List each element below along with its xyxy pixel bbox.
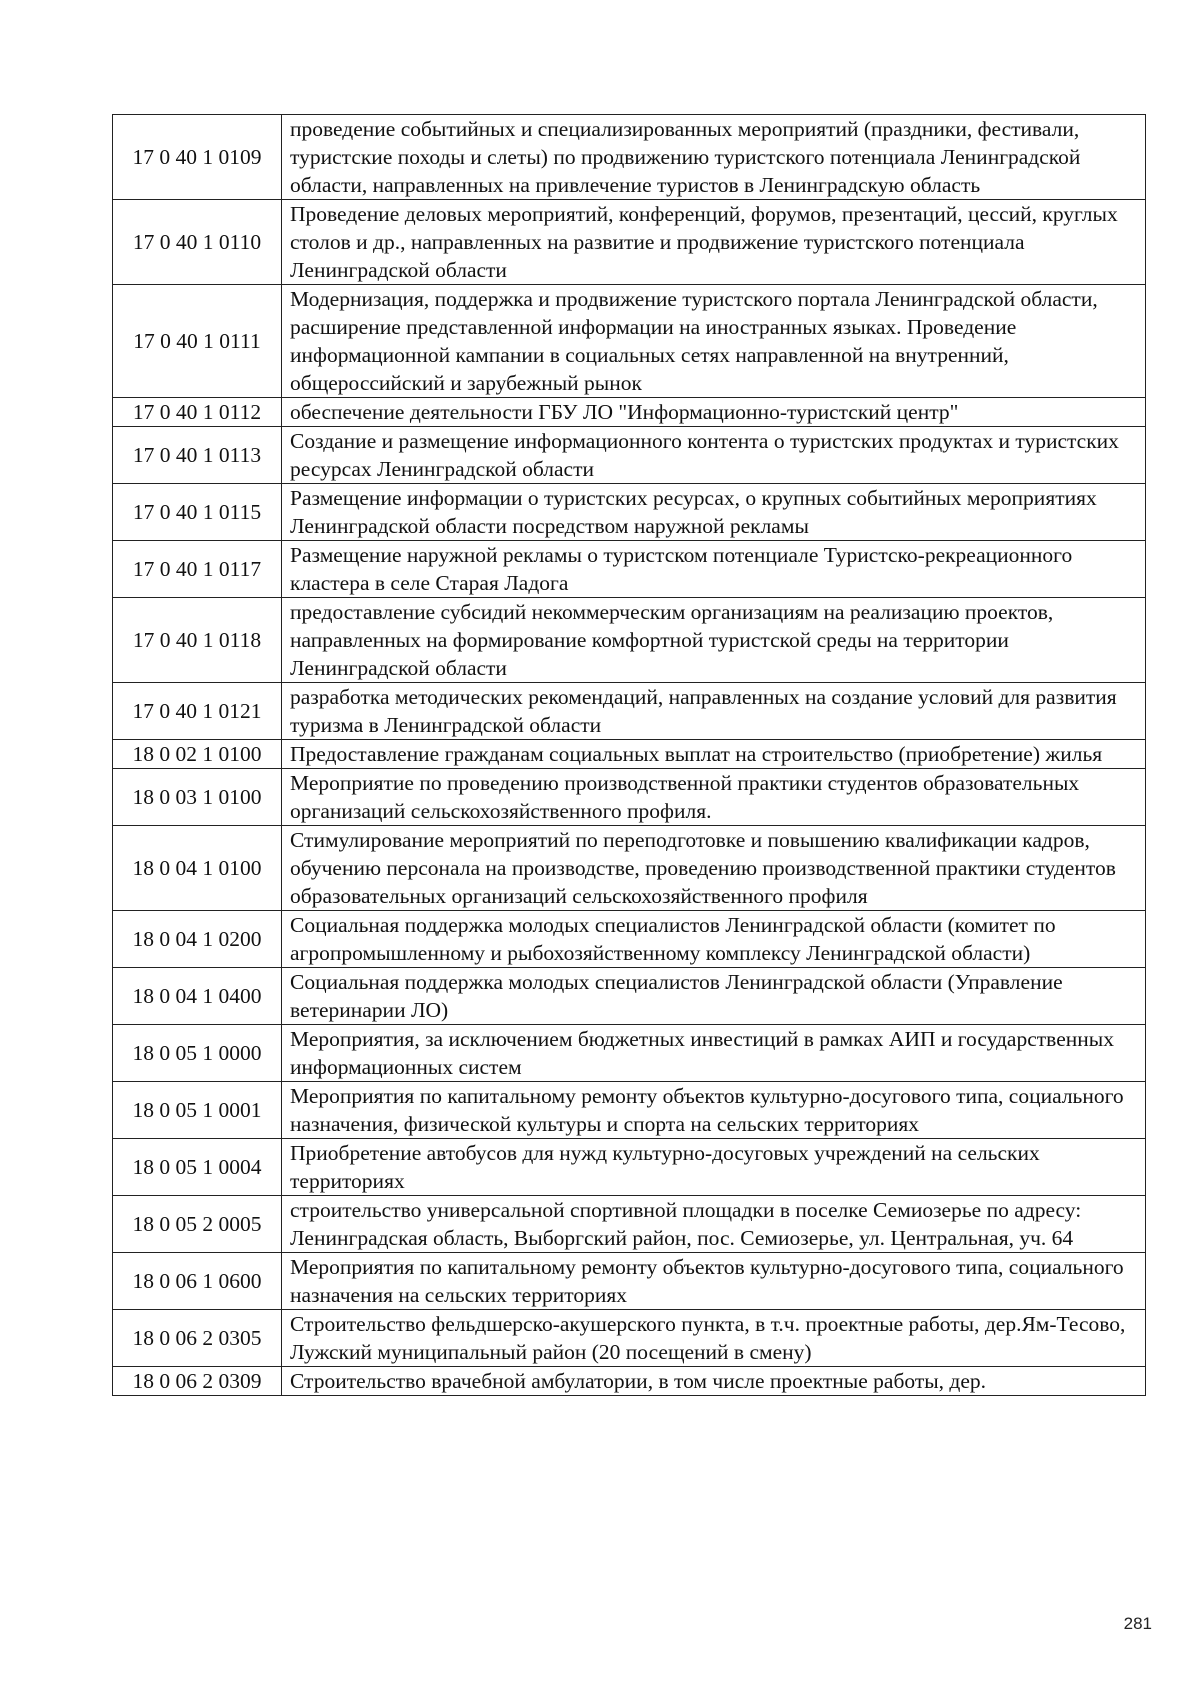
table-row <box>113 598 1146 683</box>
table-row <box>113 826 1146 911</box>
row-description: Размещение наружной рекламы о туристском потенциале Туристско-рекреационного кластера в селе Старая Ладога <box>282 541 1146 598</box>
row-code: 17 0 40 1 0121 <box>113 683 282 740</box>
row-description: Строительство фельдшерско-акушерского пункта, в т.ч. проектные работы, дер.Ям-Тесово, Лужский муниципальный район (20 посещений в смену) <box>282 1310 1146 1367</box>
row-description: Социальная поддержка молодых специалистов Ленинградской области (Управление ветеринарии ЛО) <box>282 968 1146 1025</box>
row-code: 17 0 40 1 0112 <box>113 398 282 427</box>
table-row <box>113 285 1146 398</box>
table-row <box>113 1253 1146 1310</box>
row-code: 18 0 02 1 0100 <box>113 740 282 769</box>
row-description: обеспечение деятельности ГБУ ЛО "Информационно-туристский центр" <box>282 398 1146 427</box>
row-code: 18 0 05 1 0004 <box>113 1139 282 1196</box>
table-row <box>113 1139 1146 1196</box>
row-description: Создание и размещение информационного контента о туристских продуктах и туристских ресурсах Ленинградской области <box>282 427 1146 484</box>
table-row <box>113 200 1146 285</box>
row-code: 17 0 40 1 0111 <box>113 285 282 398</box>
table-row <box>113 911 1146 968</box>
row-code: 18 0 06 1 0600 <box>113 1253 282 1310</box>
table-row <box>113 683 1146 740</box>
row-description: Проведение деловых мероприятий, конференций, форумов, презентаций, цессий, круглых столов и др., направленных на развитие и продвижение туристского потенциала Ленинградской области <box>282 200 1146 285</box>
row-code: 17 0 40 1 0110 <box>113 200 282 285</box>
row-code: 18 0 06 2 0305 <box>113 1310 282 1367</box>
table-body <box>113 115 1146 1396</box>
table-row <box>113 427 1146 484</box>
row-code: 18 0 04 1 0200 <box>113 911 282 968</box>
row-description: предоставление субсидий некоммерческим организациям на реализацию проектов, направленных на формирование комфортной туристской среды на территории Ленинградской области <box>282 598 1146 683</box>
row-description: строительство универсальной спортивной площадки в поселке Семиозерье по адресу: Ленинградская область, Выборгский район, пос. Семиозерье, ул. Центральная, уч. 64 <box>282 1196 1146 1253</box>
table-row <box>113 1367 1146 1396</box>
row-description: Мероприятие по проведению производственной практики студентов образовательных организаций сельскохозяйственного профиля. <box>282 769 1146 826</box>
row-code: 17 0 40 1 0118 <box>113 598 282 683</box>
table-row <box>113 740 1146 769</box>
row-description: Модернизация, поддержка и продвижение туристского портала Ленинградской области, расширение представленной информации на иностранных языках. Проведение информационной кампании в социальных сетях направленной на внутренний, общероссийский и зарубежный рынок <box>282 285 1146 398</box>
row-code: 18 0 04 1 0400 <box>113 968 282 1025</box>
table-row <box>113 1025 1146 1082</box>
table-row <box>113 398 1146 427</box>
row-code: 17 0 40 1 0117 <box>113 541 282 598</box>
row-description: Мероприятия по капитальному ремонту объектов культурно-досугового типа, социального назначения, физической культуры и спорта на сельских территориях <box>282 1082 1146 1139</box>
row-description: Мероприятия по капитальному ремонту объектов культурно-досугового типа, социального назначения на сельских территориях <box>282 1253 1146 1310</box>
row-description: Строительство врачебной амбулатории, в том числе проектные работы, дер. <box>282 1367 1146 1396</box>
row-description: разработка методических рекомендаций, направленных на создание условий для развития туризма в Ленинградской области <box>282 683 1146 740</box>
row-code: 18 0 05 1 0000 <box>113 1025 282 1082</box>
row-code: 18 0 05 2 0005 <box>113 1196 282 1253</box>
table-row <box>113 769 1146 826</box>
row-description: Стимулирование мероприятий по переподготовке и повышению квалификации кадров, обучению персонала на производстве, проведению производственной практики студентов образовательных организаций сельскохозяйственного профиля <box>282 826 1146 911</box>
row-description: Социальная поддержка молодых специалистов Ленинградской области (комитет по агропромышленному и рыбохозяйственному комплексу Ленинградской области) <box>282 911 1146 968</box>
row-code: 18 0 03 1 0100 <box>113 769 282 826</box>
table-row <box>113 1196 1146 1253</box>
row-code: 17 0 40 1 0113 <box>113 427 282 484</box>
table-row <box>113 968 1146 1025</box>
budget-code-table <box>112 114 1146 1396</box>
row-code: 17 0 40 1 0115 <box>113 484 282 541</box>
row-code: 18 0 04 1 0100 <box>113 826 282 911</box>
row-description: Размещение информации о туристских ресурсах, о крупных событийных мероприятиях Ленинградской области посредством наружной рекламы <box>282 484 1146 541</box>
table-row <box>113 115 1146 200</box>
page-number: 281 <box>1123 1614 1152 1633</box>
row-description: Предоставление гражданам социальных выплат на строительство (приобретение) жилья <box>282 740 1146 769</box>
row-code: 18 0 05 1 0001 <box>113 1082 282 1139</box>
table-row <box>113 484 1146 541</box>
row-description: Мероприятия, за исключением бюджетных инвестиций в рамках АИП и государственных информационных систем <box>282 1025 1146 1082</box>
table-row <box>113 1310 1146 1367</box>
table-row <box>113 1082 1146 1139</box>
row-code: 18 0 06 2 0309 <box>113 1367 282 1396</box>
row-description: Приобретение автобусов для нужд культурно-досуговых учреждений на сельских территориях <box>282 1139 1146 1196</box>
table-row <box>113 541 1146 598</box>
row-code: 17 0 40 1 0109 <box>113 115 282 200</box>
row-description: проведение событийных и специализированных мероприятий (праздники, фестивали, туристские походы и слеты) по продвижению туристского потенциала Ленинградской области, направленных на привлечение туристов в Ленинградскую область <box>282 115 1146 200</box>
